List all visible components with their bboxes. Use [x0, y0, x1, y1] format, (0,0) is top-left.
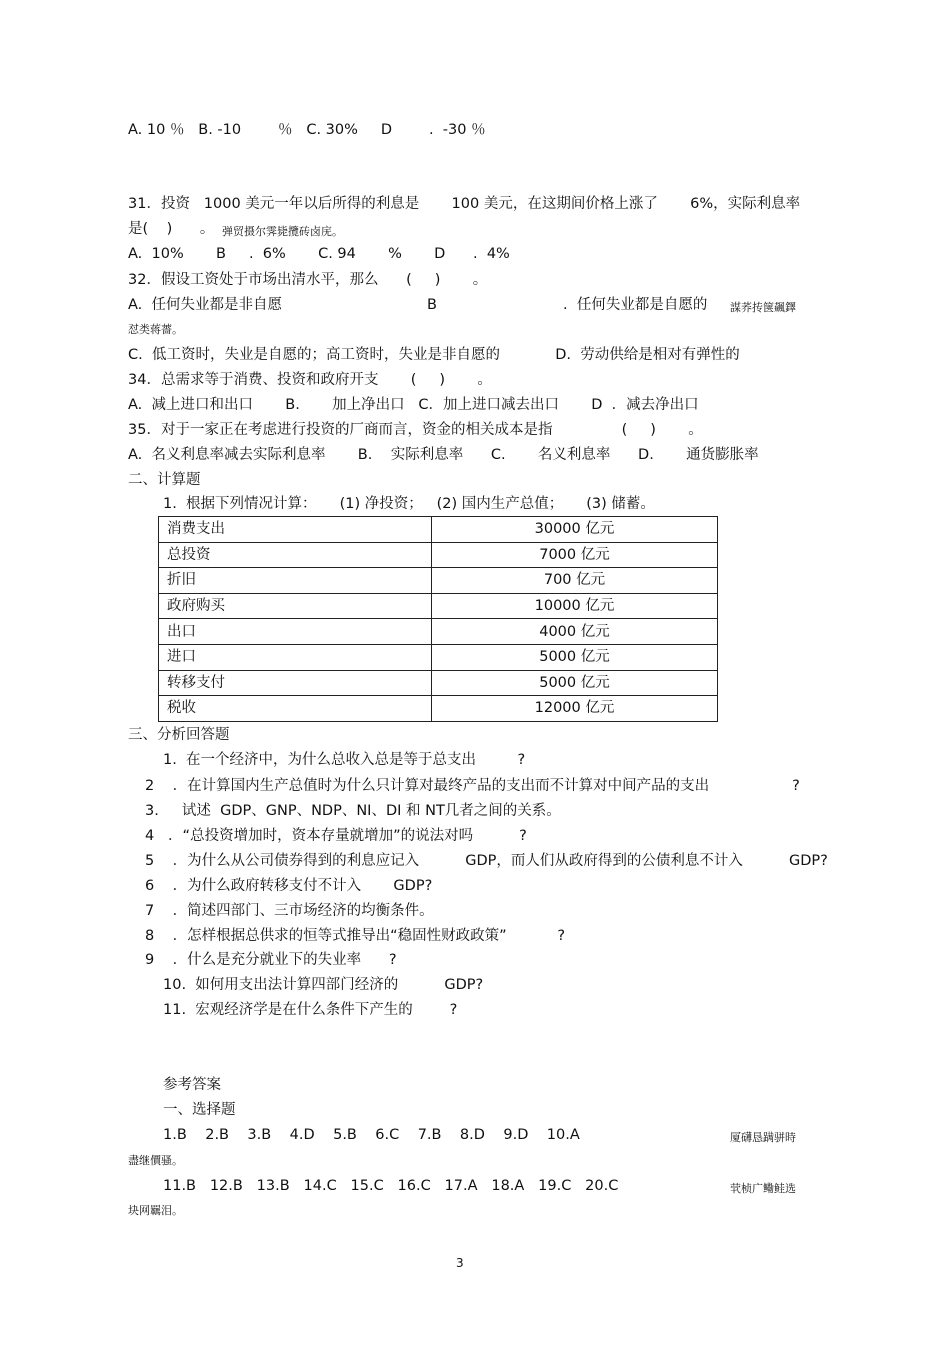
table-value: 7000 亿元	[432, 542, 718, 568]
analysis-q1: 1. 在一个经济中，为什么总收入总是等于总支出 ?	[163, 752, 526, 768]
q32-stem: 32．假设工资处于市场出清水平，那么 ( ) 。	[128, 272, 488, 288]
q30-options: A. 10 ％ B. -10 ％ C. 30% D . -30 ％	[128, 122, 486, 138]
table-item: 折旧	[159, 568, 432, 594]
table-row	[159, 568, 718, 594]
q32-noise-1: 謀荞抟箧飆鐸	[730, 301, 796, 314]
table-value: 12000 亿元	[432, 696, 718, 722]
calc-heading: 二、计算题	[128, 472, 201, 488]
table-item: 出口	[159, 619, 432, 645]
table-row	[159, 517, 718, 543]
table-value: 4000 亿元	[432, 619, 718, 645]
table-value: 30000 亿元	[432, 517, 718, 543]
analysis-q3: 3. 试述 GDP、GNP、NDP、NI、DI 和 NT几者之间的关系。	[145, 803, 561, 819]
page-number: 3	[456, 1256, 464, 1270]
analysis-q4: 4 ．“总投资增加时，资本存量就增加”的说法对吗 ?	[145, 828, 527, 844]
table-row	[159, 670, 718, 696]
q31-options: A. 10% B . 6% C. 94 % D . 4%	[128, 246, 510, 262]
table-item: 总投资	[159, 542, 432, 568]
analysis-q6: 6 ．为什么政府转移支付不计入 GDP?	[145, 878, 433, 894]
answers-title: 参考答案	[163, 1077, 221, 1093]
analysis-q5: 5 ．为什么从公司债券得到的利息应记入 GDP，而人们从政府得到的公债利息不计入 GDP?	[145, 853, 828, 869]
q32-options-cd: C. 低工资时，失业是自愿的；高工资时，失业是非自愿的 D. 劳动供给是相对有弹性的	[128, 347, 740, 363]
table-row	[159, 542, 718, 568]
q31-line1: 31．投资 1000 美元一年以后所得的利息是 100 美元，在这期间价格上涨了 6%，实际利息率	[128, 196, 801, 212]
answers-row-2: 11.B 12.B 13.B 14.C 15.C 16.C 17.A 18.A 19.C 20.C	[163, 1178, 619, 1194]
table-row	[159, 593, 718, 619]
table-item: 税收	[159, 696, 432, 722]
table-value: 5000 亿元	[432, 644, 718, 670]
q32-noise-2: 怼类蒋薔。	[128, 323, 183, 336]
table-value: 5000 亿元	[432, 670, 718, 696]
calc-question: 1. 根据下列情况计算： (1) 净投资； (2) 国内生产总值； (3) 储蓄。	[163, 496, 655, 512]
data-table	[158, 516, 718, 722]
answers-noise-2: 盡继價骚。	[128, 1154, 183, 1167]
table-item: 消费支出	[159, 517, 432, 543]
analysis-q11: 11. 宏观经济学是在什么条件下产生的 ?	[163, 1002, 458, 1018]
table-item: 转移支付	[159, 670, 432, 696]
table-row	[159, 696, 718, 722]
q32-option-b-text: . 任何失业都是自愿的	[563, 297, 708, 313]
analysis-q10: 10. 如何用支出法计算四部门经济的 GDP?	[163, 977, 484, 993]
table-value: 700 亿元	[432, 568, 718, 594]
answers-noise-3: 茕桢广鳓鲑选	[730, 1182, 796, 1195]
table-value: 10000 亿元	[432, 593, 718, 619]
answers-noise-1: 厦礴恳蹒骈時	[730, 1131, 796, 1144]
table-item: 政府购买	[159, 593, 432, 619]
table-row	[159, 644, 718, 670]
q35-stem: 35．对于一家正在考虑进行投资的厂商而言，资金的相关成本是指 ( ) 。	[128, 422, 703, 438]
analysis-q2: 2 ．在计算国内生产总值时为什么只计算对最终产品的支出而不计算对中间产品的支出 ?	[145, 778, 800, 794]
analysis-q8: 8 ．怎样根据总供求的恒等式推导出“稳固性财政政策” ?	[145, 928, 566, 944]
q35-options: A. 名义利息率减去实际利息率 B. 实际利息率 C. 名义利息率 D. 通货膨胀率	[128, 447, 759, 463]
analysis-heading: 三、分析回答题	[128, 727, 230, 743]
q31-noise: 弹贸摄尔霁毙攬砖卤庑。	[222, 225, 343, 238]
answers-row-1: 1.B 2.B 3.B 4.D 5.B 6.C 7.B 8.D 9.D 10.A	[163, 1127, 580, 1143]
table-row	[159, 619, 718, 645]
answers-noise-4: 块网羈泪。	[128, 1204, 183, 1217]
table-item: 进口	[159, 644, 432, 670]
analysis-q7: 7 ．简述四部门、三市场经济的均衡条件。	[145, 903, 434, 919]
analysis-q9: 9 ．什么是充分就业下的失业率 ?	[145, 952, 397, 968]
q32-option-a: A. 任何失业都是非自愿	[128, 297, 282, 313]
answers-heading: 一、选择题	[163, 1102, 236, 1118]
q32-option-b-letter: B	[427, 297, 437, 313]
q31-line2: 是( ) 。	[128, 221, 215, 237]
q34-stem: 34．总需求等于消费、投资和政府开支 ( ) 。	[128, 372, 492, 388]
q34-options: A. 减上进口和出口 B. 加上净出口 C．加上进口减去出口 D ．减去净出口	[128, 397, 699, 413]
